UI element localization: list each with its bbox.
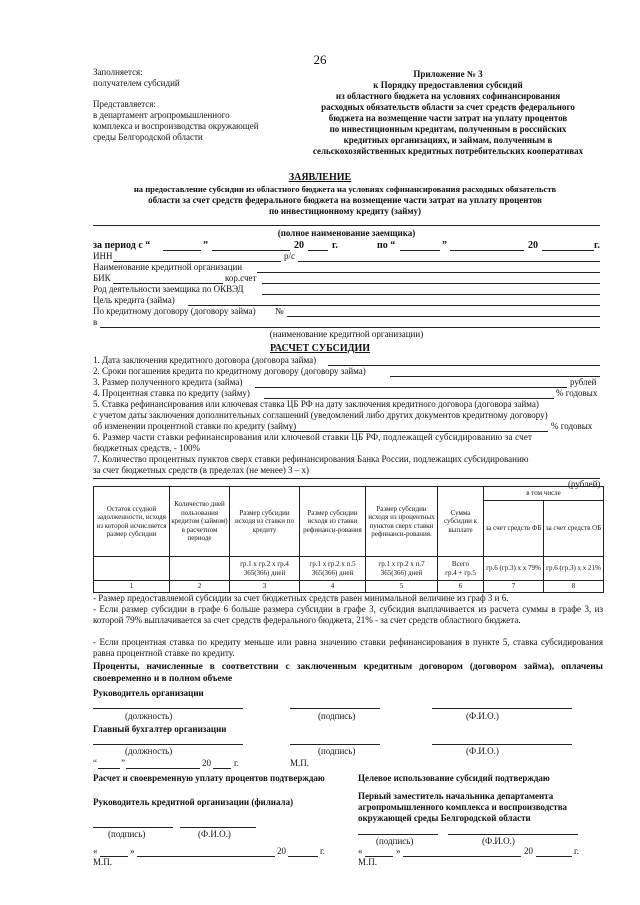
calc-item-4: 4. Процентная ставка по кредиту (займу) <box>93 388 250 398</box>
accountant-signature-field[interactable] <box>290 744 380 745</box>
head-org-signature-field[interactable] <box>290 708 380 709</box>
deputy-stamp-place: М.П. <box>358 857 378 867</box>
filled-by-value: получателем субсидий <box>93 78 180 88</box>
calc-item-6-line-2: бюджетных средств, - 100% <box>93 443 200 453</box>
col-header-7a: за счет средств ФБ <box>484 501 544 557</box>
calc-item-3-unit: рублей <box>570 377 597 387</box>
period-from-month-field[interactable] <box>212 250 290 251</box>
note-3: - Если процентная ставка по кредиту меньше или равна значению ставки рефинансирования в пункте 5, ставка субсидирования равна процентной ставке по кредиту. <box>93 637 603 658</box>
col-header-3: Размер субсидии исходя из ставки по кредиту <box>230 487 300 557</box>
credit-org-caption: (наименование кредитной организации) <box>269 329 424 339</box>
rubles-note: (рублей) <box>568 479 601 489</box>
agreement-label: По кредитному договору (договору займа) <box>93 306 256 316</box>
appendix-line-4: расходных обязательств области за счет средств федерального <box>321 102 575 112</box>
statement-subtitle-1: на предоставление субсидии из областного бюджета на условиях софинансирования расходных обязательств <box>133 184 557 194</box>
calc-item-4-unit: % годовых <box>556 388 598 398</box>
date-quote-close: ” <box>121 758 125 768</box>
bank-head-label: Руководитель кредитной организации (филиала) <box>93 797 294 807</box>
calc-item-1: 1. Дата заключения кредитного договора (договора займа) <box>93 355 317 365</box>
formula-6-text: гр.4 + гр.5 <box>445 568 476 577</box>
appendix-line-7: кредитных организациях, и займам, полученным в <box>343 135 553 145</box>
formula-4: гр.1 х гр.2 х п.5 365(366) дней <box>300 557 366 581</box>
note-2: - Если размер субсидии в графе 6 больше размера субсидии в графе 3, субсидия выплачивается из расчета суммы в графе 3, из которой 79% выплачивается за счет средств федерального бюджета, 21% - за счет средств областного бюджета. <box>93 604 603 625</box>
col-number-5: 5 <box>366 581 438 593</box>
calc-item-7-line-1: 7. Количество процентных пунктов сверх ставки рефинансирования Банка России, подлежащих субсидированию <box>93 454 529 464</box>
bank-date-year-suffix: г. <box>320 846 325 856</box>
formula-1 <box>94 557 170 581</box>
appendix-line-2: к Порядку предоставления субсидий <box>373 80 523 90</box>
formula-2 <box>170 557 230 581</box>
bank-date-month-field[interactable] <box>137 856 275 857</box>
date-month-field[interactable] <box>126 768 200 769</box>
accountant-signature-caption: (подпись) <box>318 746 356 756</box>
appendix-line-5: бюджета на возмещение части затрат на уплату процентов <box>328 113 568 123</box>
col-header-7: в том числе <box>484 487 604 501</box>
korschet-label: кор.счет <box>225 273 257 283</box>
accountant-position-caption: (должность) <box>125 746 173 756</box>
subsidy-table <box>93 486 604 593</box>
col-number-8: 8 <box>544 581 604 593</box>
bank-signature-field[interactable] <box>93 827 173 828</box>
period-from-label: за период с “ <box>93 240 151 251</box>
deputy-line-1: Первый заместитель начальника департамента <box>358 791 554 801</box>
date-day-field[interactable] <box>98 768 120 769</box>
period-from-day-field[interactable] <box>163 250 201 251</box>
calc-item-5-line-1: 5. Ставка рефинансирования или ключевая ставка ЦБ РФ на дату заключения кредитного договора (договора займа) <box>93 399 539 409</box>
period-to-year-field[interactable] <box>542 250 594 251</box>
period-to-year-suffix: г. <box>594 240 600 251</box>
deputy-fio-caption: (Ф.И.О.) <box>482 836 515 846</box>
accountant-fio-field[interactable] <box>432 744 572 745</box>
purpose-label: Цель кредита (займа) <box>93 295 175 305</box>
col-header-5: Размер субсидии исходя из процентных пунктов сверх ставки рефинанси-рования. <box>366 487 438 557</box>
deputy-line-3: окружающей среды Белгородской области <box>358 813 531 823</box>
deputy-date-year-suffix: г. <box>574 846 579 856</box>
note-4: Проценты, начисленные в соответствии с заключенным кредитным договором (договором займа), оплачены своевременно и в полном объеме <box>93 662 603 684</box>
deputy-date-quote-close: » <box>396 846 401 856</box>
statement-title: ЗАЯВЛЕНИЕ <box>288 172 352 183</box>
formula-5: гр.1 х гр.2 х п.7 365(366) дней <box>366 557 438 581</box>
target-use-confirm-label: Целевое использование субсидий подтверждаю <box>358 773 550 783</box>
col-header-6: Сумма субсидии к выплате <box>438 487 484 557</box>
col-number-6: 6 <box>438 581 484 593</box>
borrower-caption: (полное наименование заемщика) <box>277 228 416 238</box>
credit-org-field[interactable] <box>100 327 600 328</box>
korschet-field[interactable] <box>262 283 600 284</box>
bank-name-field[interactable] <box>257 272 600 273</box>
bik-label: БИК <box>93 273 111 283</box>
calc-item-3-field[interactable] <box>255 387 567 388</box>
accountant-fio-caption: (Ф.И.О.) <box>466 746 499 756</box>
submitted-line-3: комплекса и воспроизводства окружающей <box>93 121 259 131</box>
calc-title: РАСЧЕТ СУБСИДИИ <box>269 343 371 354</box>
statement-subtitle-2: области за счет средств федерального бюджета на возмещение части затрат на уплату процентов <box>148 195 542 205</box>
col-number-3: 3 <box>230 581 300 593</box>
period-from-year-prefix: 20 <box>294 240 304 251</box>
bank-stamp-place: М.П. <box>93 857 113 867</box>
rs-label: р/с <box>284 251 295 261</box>
deputy-date-year-field[interactable] <box>536 856 572 857</box>
filled-by-label: Заполняется: <box>93 67 143 77</box>
agreement-no-label: № <box>275 306 284 316</box>
submitted-line-4: среды Белгородской области <box>93 132 203 142</box>
bank-fio-caption: (Ф.И.О.) <box>198 829 231 839</box>
appendix-line-6: по инвестиционным кредитам, полученным в российских <box>329 124 567 134</box>
deputy-fio-field[interactable] <box>448 834 578 835</box>
bank-name-label: Наименование кредитной организации <box>93 262 243 272</box>
col-number-7: 7 <box>484 581 544 593</box>
bank-date-year-field[interactable] <box>288 856 318 857</box>
period-from-quote: ” <box>203 240 208 251</box>
formula-3: гр.1 х гр.2 х гр.4 365(366) дней <box>230 557 300 581</box>
head-org-signature-caption: (подпись) <box>318 711 356 721</box>
rs-field[interactable] <box>298 261 600 262</box>
col-header-7b: за счет средств ОБ <box>544 501 604 557</box>
inn-label: ИНН <box>93 251 113 261</box>
calc-item-7-field[interactable] <box>93 478 600 479</box>
deputy-date-year-prefix: 20 <box>524 846 533 856</box>
calc-item-7-line-2: за счет бюджетных средств (в пределах (не менее) 3 – х) <box>93 465 310 475</box>
head-org-label: Руководитель организации <box>93 688 204 698</box>
date-year-prefix: 20 <box>202 758 211 768</box>
period-to-year-prefix: 20 <box>528 240 538 251</box>
bank-signature-caption: (подпись) <box>108 829 146 839</box>
head-org-fio-caption: (Ф.И.О.) <box>466 711 499 721</box>
bank-fio-field[interactable] <box>180 827 256 828</box>
borrower-name-line[interactable] <box>93 225 600 226</box>
okved-field[interactable] <box>262 294 600 295</box>
total-label: Всего <box>451 560 470 568</box>
stamp-place: М.П. <box>290 758 310 768</box>
agreement-no-field[interactable] <box>287 316 600 317</box>
okved-label: Род деятельности заемщика по ОКВЭД <box>93 284 244 294</box>
date-quote-open: “ <box>93 758 97 768</box>
formula-7: гр.6 (гр.3) х х 79% <box>484 557 544 581</box>
period-from-year-suffix: г. <box>332 240 338 251</box>
calc-item-2-field[interactable] <box>390 376 600 377</box>
calc-item-6-line-1: 6. Размер части ставки рефинансирования или ключевой ставки ЦБ РФ, подлежащей субсидированию за счет <box>93 432 533 442</box>
period-from-year-field[interactable] <box>308 250 328 251</box>
period-to-day-field[interactable] <box>400 250 440 251</box>
head-org-position-caption: (должность) <box>125 711 173 721</box>
calc-item-5-line-3: об изменении процентной ставки по кредиту (займу) <box>93 421 297 431</box>
period-to-quote: ” <box>442 240 447 251</box>
bank-date-year-prefix: 20 <box>277 846 286 856</box>
submitted-line-2: в департамент агропромышленного <box>93 110 230 120</box>
col-number-2: 2 <box>170 581 230 593</box>
col-header-4: Размер субсидии исходя из ставки рефинанси-рования <box>300 487 366 557</box>
bank-date-quote-open: « <box>93 846 98 856</box>
calc-item-2: 2. Сроки погашения кредита по кредитному договору (договору займа) <box>93 366 366 376</box>
col-number-1: 1 <box>94 581 170 593</box>
period-to-label: по “ <box>377 240 396 251</box>
deputy-signature-caption: (подпись) <box>376 836 414 846</box>
chief-accountant-label: Главный бухгалтер организации <box>93 724 227 734</box>
deputy-date-month-field[interactable] <box>403 856 521 857</box>
deputy-date-quote-open: « <box>358 846 363 856</box>
formula-6 <box>438 557 484 581</box>
col-header-2: Количество дней пользования кредитом (займом) в расчетном периоде <box>170 487 230 557</box>
page-number: 26 <box>313 52 327 67</box>
appendix-line-8: сельскохозяйственных кредитных потребительских кооперативах <box>312 146 584 156</box>
bank-date-quote-close: » <box>130 846 135 856</box>
head-org-fio-field[interactable] <box>432 708 572 709</box>
head-org-position-field[interactable] <box>93 708 243 709</box>
note-1: - Размер предоставляемой субсидии за счет бюджетных средств равен минимальной величине из граф 3 и 6. <box>93 593 509 603</box>
date-year-field[interactable] <box>213 768 231 769</box>
col-header-1: Остаток ссудной задолженности, исходя из которой исчисляется размер субсидии <box>94 487 170 557</box>
date-year-suffix: г. <box>234 758 239 768</box>
formula-8: гр.6 (гр.3) х х 21% <box>544 557 604 581</box>
calc-item-5-line-2: с учетом даты заключения дополнительных соглашений (уведомлений либо других документов кредитному договору) <box>93 410 548 420</box>
appendix-line-1: Приложение № 3 <box>413 69 483 79</box>
appendix-line-3: из областного бюджета на условиях софинансирования <box>335 91 561 101</box>
statement-subtitle-3: по инвестиционному кредиту (займу) <box>268 206 422 216</box>
bank-confirm-label: Расчет и своевременную уплату процентов подтверждаю <box>93 773 325 783</box>
calc-item-5-unit: % годовых <box>551 421 593 431</box>
in-label: в <box>93 317 98 327</box>
submitted-label: Представляется: <box>93 99 156 109</box>
accountant-position-field[interactable] <box>93 744 243 745</box>
calc-item-3: 3. Размер полученного кредита (займа) <box>93 377 243 387</box>
col-number-4: 4 <box>300 581 366 593</box>
period-to-month-field[interactable] <box>450 250 524 251</box>
deputy-signature-field[interactable] <box>358 834 438 835</box>
deputy-line-2: агропромышленного комплекса и воспроизводства <box>358 802 568 812</box>
calc-item-1-field[interactable] <box>328 365 600 366</box>
